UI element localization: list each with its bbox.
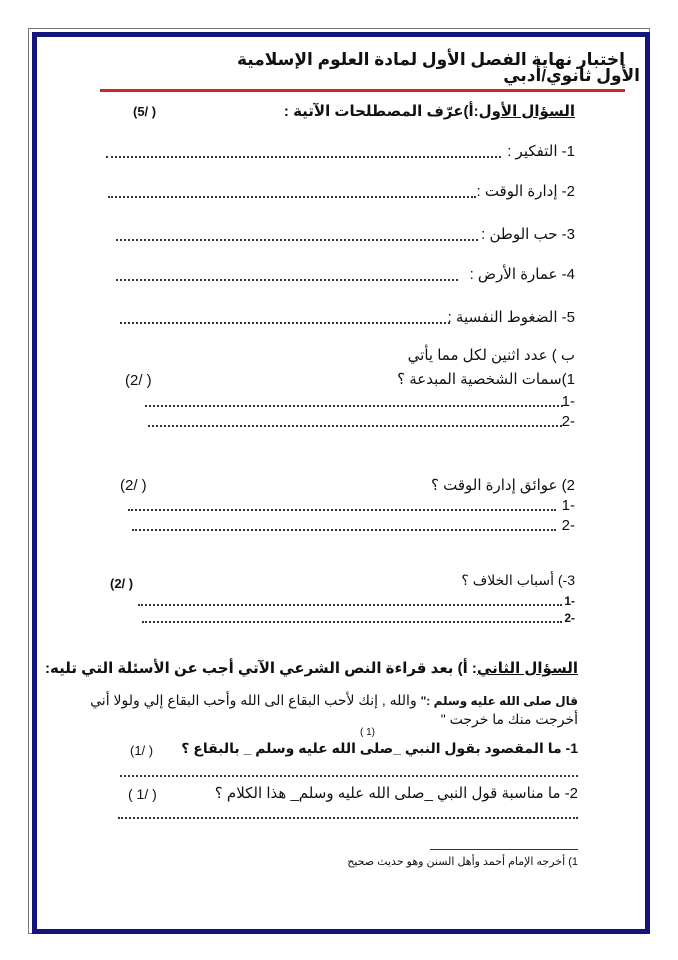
term-1: 1- التفكير : [507, 143, 575, 160]
hadith-text: والله , إنك لأحب البقاع الى الله وأحب البقاع إلي ولولا أني [90, 692, 421, 708]
answer-line[interactable] [128, 509, 556, 511]
answer-line[interactable] [120, 322, 450, 324]
answer-label: -1 [561, 497, 575, 514]
q2-question-1-mark: (1/ ) [130, 743, 154, 758]
term-3: 3- حب الوطن : [481, 226, 575, 243]
answer-label: -1 [564, 594, 575, 608]
q2-heading [45, 659, 578, 677]
answer-label: -2 [561, 413, 575, 430]
answer-line[interactable] [120, 775, 578, 777]
answer-line[interactable] [138, 604, 562, 606]
sub-question-1-mark: (2/ ) [125, 372, 152, 389]
answer-line[interactable] [145, 405, 563, 407]
grade-label: الأول ثانوي/أدبي [503, 66, 640, 85]
sub-question-2: 2) عوائق إدارة الوقت ؟ [430, 477, 575, 494]
term-4: 4- عمارة الأرض : [469, 266, 575, 283]
answer-line[interactable] [116, 279, 458, 281]
answer-label: -2 [564, 611, 575, 625]
answer-line[interactable] [116, 239, 478, 241]
q1-label: السؤال الأول [478, 103, 575, 120]
answer-line[interactable] [106, 156, 501, 158]
header-divider [100, 89, 625, 92]
answer-label: -1 [561, 393, 575, 410]
answer-line[interactable] [132, 529, 556, 531]
footnote: 1) أخرجه الإمام أحمد وأهل السنن وهو حديث صحيح [347, 856, 578, 868]
q2-question-1: 1- ما المقصود بقول النبي _صلى الله عليه وسلم _ بالبقاع ؟ [181, 740, 578, 756]
exam-title: اختبار نهاية الفصل الأول لمادة العلوم الإسلامية [237, 50, 625, 69]
answer-label: -2 [561, 517, 575, 534]
answer-line[interactable] [118, 817, 578, 819]
q1-mark: (5/ ) [133, 104, 157, 119]
answer-line[interactable] [142, 621, 562, 623]
sub-question-2-mark: (2/ ) [120, 477, 147, 494]
answer-line[interactable] [148, 425, 562, 427]
answer-line[interactable] [108, 196, 476, 198]
q1-instruction: :أ)عرّف المصطلحات الآتية : [283, 103, 479, 120]
hadith-line-1 [90, 692, 578, 709]
q2-question-2: 2- ما مناسبة قول النبي _صلى الله عليه وسلم_ هذا الكلام ؟ [214, 785, 578, 802]
hadith-line-2: أخرجت منك ما خرجت " [440, 711, 578, 727]
q1-heading [284, 102, 575, 120]
footnote-divider [430, 849, 578, 850]
term-5: 5- الضغوط النفسية : [447, 309, 575, 326]
term-2: 2- إدارة الوقت : [476, 183, 575, 200]
q2-instruction: : أ) بعد قراءة النص الشرعي الآتي أجب عن الأسئلة التي تليه: [45, 660, 477, 677]
sub-question-3-mark: (2/ ) [110, 576, 134, 591]
footnote-ref: ( 1) [360, 727, 375, 738]
hadith-intro: قال صلى الله عليه وسلم :" [420, 694, 578, 708]
part-b-heading: ب ) عدد اثنين لكل مما يأتي [407, 347, 575, 364]
q2-question-2-mark: ( 1/ ) [128, 786, 157, 802]
sub-question-3: 3-) أسباب الخلاف ؟ [461, 572, 575, 588]
sub-question-1: 1)سمات الشخصية المبدعة ؟ [397, 371, 575, 388]
q2-label: السؤال الثاني [476, 660, 578, 677]
